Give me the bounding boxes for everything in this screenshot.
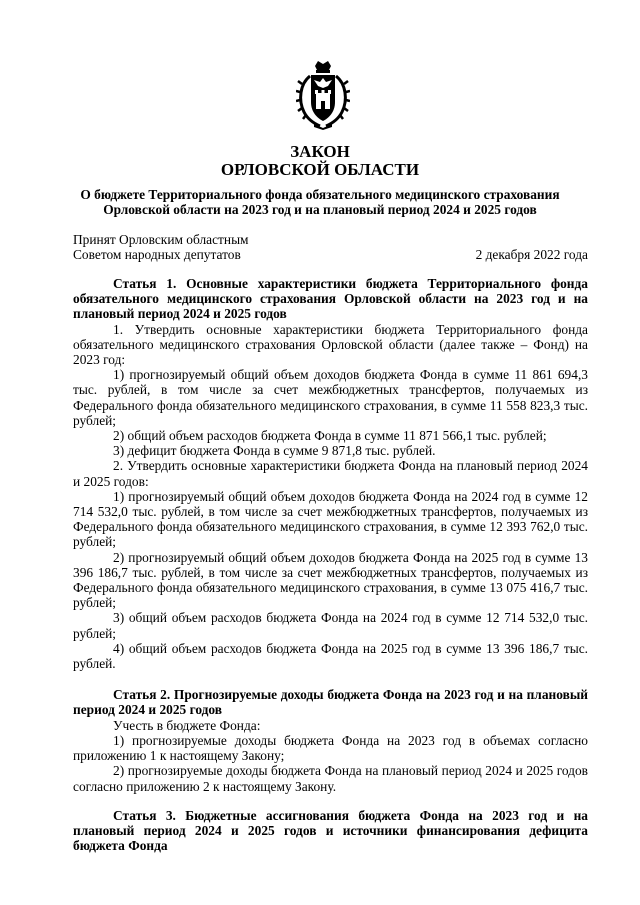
law-subtitle: О бюджете Территориального фонда обязательного медицинского страхования Орловской области на 2023 год и на плановый период 2024 и 2025 годов xyxy=(80,187,560,218)
adopted-by-line2: Советом народных депутатов xyxy=(73,247,241,263)
document-body xyxy=(73,276,588,853)
article1-heading: Статья 1. Основные характеристики бюджета Территориального фонда обязательного медицинского страхования Орловской области на 2023 год и на плановый период 2024 и 2025 годов xyxy=(73,276,588,322)
adoption-date: 2 декабря 2022 года xyxy=(475,247,588,263)
spacer xyxy=(73,794,588,808)
law-title: ЗАКОН xyxy=(290,142,350,161)
adopted-by-line1: Принят Орловским областным xyxy=(73,232,249,247)
article1-paragraph1: 1. Утвердить основные характеристики бюджета Территориального фонда обязательного медицинского страхования Орловской области (далее также – Фонд) на 2023 год: xyxy=(73,321,588,368)
article1-item2-1: 1) прогнозируемый общий объем доходов бюджета Фонда на 2024 год в сумме 12 714 532,0 тыс. рублей, в том числе за счет межбюджетных трансфертов, получаемых из Федерального фонда обязательного медицинского страхования, в сумме 12 393 762,0 тыс. рублей; xyxy=(73,488,588,550)
article2-intro: Учесть в бюджете Фонда: xyxy=(113,717,261,733)
article3-heading: Статья 3. Бюджетные ассигнования бюджета Фонда на 2023 год и на плановый период 2024 и 2025 годов и источники финансирования дефицита бюджета Фонда xyxy=(73,807,588,854)
article2-item1: 1) прогнозируемые доходы бюджета Фонда на 2023 год в объемах согласно приложению 1 к настоящему Закону; xyxy=(73,732,588,764)
article2-heading: Статья 2. Прогнозируемые доходы бюджета Фонда на 2023 год и на плановый период 2024 и 2025 годов xyxy=(73,687,588,718)
orel-oblast-coat-of-arms-icon xyxy=(296,60,350,130)
article1-item1-2: 2) общий объем расходов бюджета Фонда в сумме 11 871 566,1 тыс. рублей; xyxy=(113,428,547,444)
adoption-block xyxy=(73,232,588,262)
article1-item2-2: 2) прогнозируемый общий объем доходов бюджета Фонда на 2025 год в сумме 13 396 186,7 тыс. рублей, в том числе за счет межбюджетных трансфертов, получаемых из Федерального фонда обязательного медицинского страхования, в сумме 13 075 416,7 тыс. рублей; xyxy=(73,549,588,611)
article1-item2-3: 3) общий объем расходов бюджета Фонда на 2024 год в сумме 12 714 532,0 тыс. рублей; xyxy=(73,610,588,641)
article1-paragraph2: 2. Утвердить основные характеристики бюджета Фонда на плановый период 2024 и 2025 годов: xyxy=(73,458,588,489)
spacer xyxy=(73,671,588,687)
article1-item1-1: 1) прогнозируемый общий объем доходов бюджета Фонда в сумме 11 861 694,3 тыс. рублей, в том числе за счет межбюджетных трансфертов, получаемых из Федерального фонда обязательного медицинского страхования, в сумме 11 558 823,3 тыс. рублей; xyxy=(73,367,588,428)
article1-item2-4: 4) общий объем расходов бюджета Фонда на 2025 год в сумме 13 396 186,7 тыс. рублей. xyxy=(73,640,588,672)
article2-item2: 2) прогнозируемые доходы бюджета Фонда на плановый период 2024 и 2025 годов согласно приложению 2 к настоящему Закону. xyxy=(73,763,588,794)
article1-item1-3: 3) дефицит бюджета Фонда в сумме 9 871,8 тыс. рублей. xyxy=(113,443,436,459)
region-title: ОРЛОВСКОЙ ОБЛАСТИ xyxy=(220,160,420,179)
